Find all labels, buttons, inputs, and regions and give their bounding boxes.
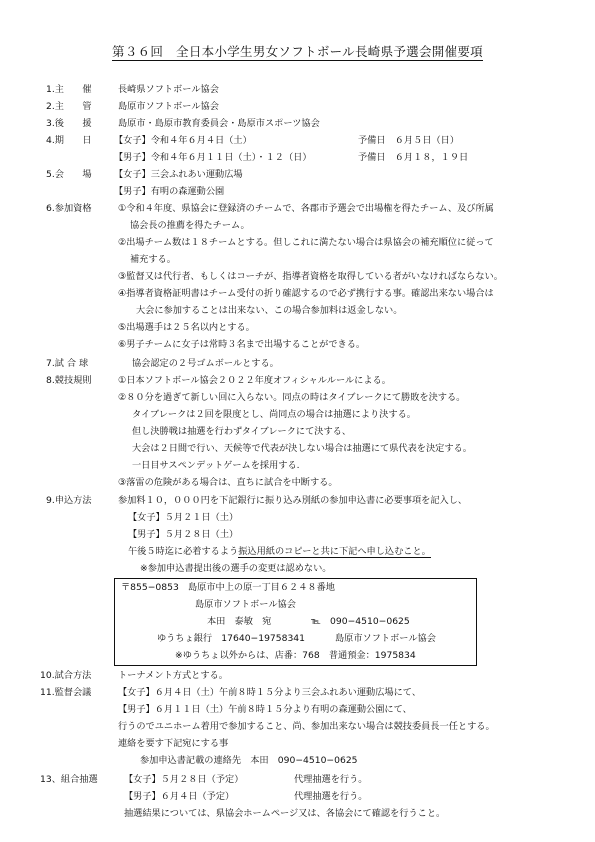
section-label: 6.参加資格 [46, 203, 92, 214]
venue-girls: 【女子】三会ふれあい運動広場 [114, 169, 243, 180]
draw-results-note: 抽選結果については、県協会ホームページ又は、各協会にて確認を行うこと。 [124, 808, 446, 819]
section-label: 10.試合方法 [40, 670, 92, 681]
section-format [0, 667, 595, 684]
dates-girls: 【女子】令和４年６月４日（土） [114, 135, 252, 146]
postal-address: 〒855−0853 島原市中上の原一丁目６２４８番地 [121, 582, 335, 593]
section-host [0, 81, 595, 98]
bank-account-holder: 島原市ソフトボール協会 [335, 633, 436, 644]
draw-boys: 【男子】６月４日（予定） [124, 791, 235, 802]
application-instruction: 午後５時迄に必着するよう [128, 546, 239, 557]
rules-line: 大会は２日間で行い、天候等で代表が決しない場合は抽選にて県代表を決定する。 [132, 443, 472, 454]
application-note: ※参加申込書提出後の選手の変更は認めない。 [140, 563, 332, 574]
rules-line: 但し決勝戦は抽選を行わずタイブレークにて決する、 [132, 426, 352, 437]
rules-line: ①日本ソフトボール協会２０２２年度オフィシャルルールによる。 [118, 375, 391, 386]
draw-girls: 【女子】５月２８日（予定） [124, 774, 244, 785]
section-label: 4.期 日 [46, 135, 92, 146]
bank-account: ゆうちょ銀行 17640−19758341 [157, 633, 306, 644]
organization-name: 島原市ソフトボール協会 [195, 599, 296, 610]
section-sponsors [0, 115, 595, 132]
eligibility-line: ⑥男子チームに女子は常時３名まで出場することができる。 [118, 339, 366, 350]
section-label: 3.後 援 [46, 118, 92, 129]
section-draw [0, 771, 595, 788]
section-text: 協会認定の２号ゴムボールとする。 [132, 358, 279, 369]
section-ball [0, 355, 595, 372]
application-girls-deadline: 【女子】５月２１日（土） [128, 512, 239, 523]
eligibility-line: 補充する。 [130, 254, 176, 265]
dates-boys-reserve: 予備日 ６月１８，１９日 [358, 152, 469, 163]
contact-name: 本田 泰敏 宛 [207, 616, 272, 627]
section-text: 島原市ソフトボール協会 [118, 101, 219, 112]
section-text: 島原市・島原市教育委員会・島原市スポーツ協会 [118, 118, 320, 129]
eligibility-line: ②出場チーム数は１８チームとする。但しこれに満たない場合は県協会の補充順位に従って [118, 237, 494, 248]
section-label: 1.主 催 [46, 84, 92, 95]
section-label: 11.監督会議 [40, 687, 92, 698]
application-instruction-underlined: 振込用紙のコピーと共に下記へ申し込むこと。 [238, 546, 431, 557]
contact-phone: ℡ 090−4510−0625 [311, 616, 410, 627]
section-dates [0, 132, 595, 149]
meeting-boys: 【男子】６月１１日（土）午前８時１５分より有明の森運動公園にて、 [118, 704, 412, 715]
eligibility-line: ⑤出場選手は２５名以内とする。 [118, 322, 255, 333]
section-label: 13、組合抽選 [40, 774, 98, 785]
rules-line: ③落雷の危険がある場合は、直ちに試合を中断する。 [118, 477, 338, 488]
application-fee: 参加料１０，０００円を下記銀行に振り込み別紙の参加申込書に必要事項を記入し、 [118, 495, 468, 506]
section-managers-meeting [0, 684, 595, 701]
eligibility-line: ③監督又は代行者、もしくはコーチが、指導者資格を取得している者がいなければならない。 [118, 271, 503, 282]
dates-girls-reserve: 予備日 ６月５日（日） [358, 135, 460, 146]
eligibility-line: ①令和４年度、県協会に登録済のチームで、各郡市予選会で出場権を得たチーム、及び所属 [118, 203, 494, 214]
section-label: 7.試 合 球 [46, 358, 89, 369]
document-title: 第３６回 全日本小学生男女ソフトボール長崎県予選会開催要項 [112, 44, 483, 59]
section-label: 2.主 管 [46, 101, 92, 112]
section-text: トーナメント方式とする。 [118, 670, 228, 681]
section-label: 5.会 場 [46, 169, 92, 180]
application-boys-deadline: 【男子】５月２８日（土） [128, 529, 239, 540]
section-label: 9.申込方法 [46, 495, 92, 506]
dates-boys: 【男子】令和４年６月１１日（土）・１２（日） [114, 152, 312, 163]
rules-line: 一日目サスペンデットゲームを採用する. [132, 460, 300, 471]
venue-boys: 【男子】有明の森運動公園 [114, 186, 225, 197]
rules-line: タイブレークは２回を限度とし、尚同点の場合は抽選により決する。 [132, 409, 416, 420]
section-application [0, 492, 595, 509]
section-organizer [0, 98, 595, 115]
section-label: 8.競技規則 [46, 375, 92, 386]
meeting-girls: 【女子】６月４日（土）午前８時１５分より三会ふれあい運動広場にて、 [118, 687, 422, 698]
meeting-note: 行うのでユニホーム着用で参加すること、尚、参加出来ない場合は競技委員長一任とする。 [118, 721, 495, 732]
eligibility-line: 協会長の推薦を得たチーム。 [130, 220, 250, 231]
meeting-contact-note: 連絡を要す下記宛にする事 [118, 738, 229, 749]
section-venue [0, 166, 595, 183]
meeting-contact: 参加申込書記載の連絡先 本田 090−4510−0625 [140, 755, 358, 766]
section-venue-boys [0, 183, 595, 200]
application-address-box [114, 578, 477, 666]
section-eligibility [0, 200, 595, 217]
eligibility-line: 大会に参加することは出来ない、この場合参加料は返金しない。 [136, 305, 403, 316]
bank-other-info: ※ゆうちょ以外からは、店番：768 普通預金：1975834 [175, 650, 416, 661]
rules-line: ②８０分を過ぎて新しい回に入らない。同点の時はタイブレークにて勝敗を決する。 [118, 392, 466, 403]
eligibility-line: ④指導者資格証明書はチーム受付の折り確認するので必ず携行する事。確認出来ない場合は [118, 288, 494, 299]
section-dates-boys [0, 149, 595, 166]
draw-girls-action: 代理抽選を行う。 [294, 774, 368, 785]
section-text: 長崎県ソフトボール協会 [118, 84, 219, 95]
draw-boys-action: 代理抽選を行う。 [294, 791, 368, 802]
section-rules [0, 372, 595, 389]
